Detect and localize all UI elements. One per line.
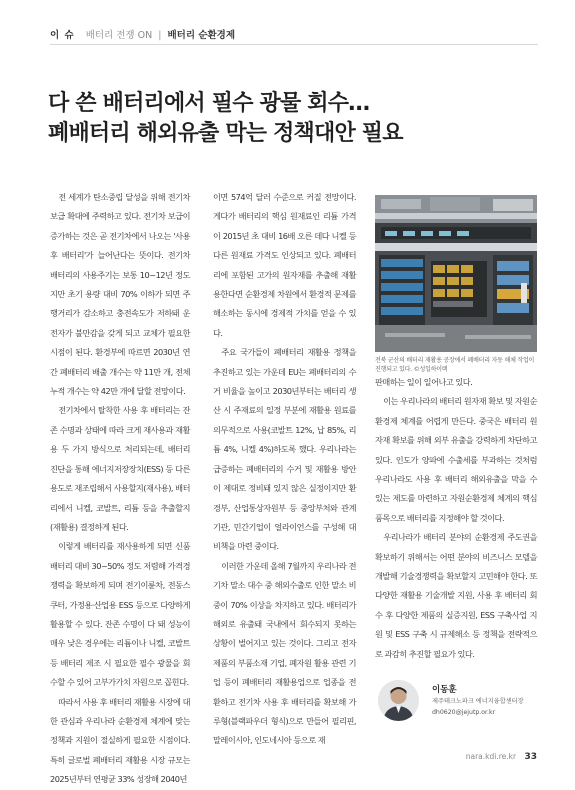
paragraph: 우리나라가 배터리 분야의 순환경제 주도권을 확보하기 위해서는 어떤 분야의 비즈니스 모델을 개발해 기술경쟁력을 확보할지 고민해야 한다. 또 다양한 재활용 기술개발 지원, 사용 후 배터리 회수 후 다양한 제품의 실증지원, ESS 구축사업 지원 및 ESS 구축 시 규제해소 등 정책을 전략적으로 과감히 추진할 필요가 있다. — [375, 532, 537, 659]
header-separator: | — [158, 30, 162, 41]
factory-photo — [375, 195, 537, 352]
column-2 — [213, 188, 356, 751]
author-avatar — [378, 680, 419, 721]
author-name: 이동훈 — [432, 685, 457, 695]
page-footer — [466, 752, 537, 762]
title-line-2: 폐배터리 해외유출 막는 정책대안 필요 — [48, 121, 403, 146]
column-1 — [50, 188, 190, 790]
category-label: 배터리 전쟁 ON — [85, 30, 153, 41]
paragraph: 이렇게 배터리를 재사용하게 되면 신품 배터리 대비 30~50% 정도 저렴해 가격경쟁력을 확보하게 되며 전기이륜차, 전동스쿠터, 가정용·산업용 ESS 등으로 다양하게 활용할 수 있다. 잔존 수명이 다 돼 성능이 매우 낮은 경우에는 리튬이나 니켈, 코발트 등 배터리 제조 시 필요한 필수 광물을 회수할 수 있어 고부가가치 자원으로 꼽힌다. — [50, 541, 190, 688]
page-number: 33 — [524, 752, 537, 762]
paragraph: 이는 우리나라의 배터리 원자재 확보 및 자원순환경제 체계를 어렵게 만든다. 중국은 배터리 원자재 확보를 위해 외부 유출을 강력하게 차단하고 있다. 인도가 양파에 수출세를 부과하는 것처럼 우리나라도 사용 후 배터리 해외유출을 막을 수 있는 제도를 마련하고 자원순환경제 체계의 핵심품목으로 배터리를 지정해야 할 것이다. — [375, 396, 537, 523]
column-3 — [375, 373, 537, 664]
author-affiliation: 제주테크노파크 에너지융합센터장 — [432, 698, 524, 705]
battery-recycling-photo-illustration — [375, 195, 537, 352]
paragraph: 이면 574억 달러 수준으로 커질 전망이다. 게다가 배터리의 핵심 원재료인 리튬 가격이 2015년 초 대비 16배 오른 데다 니켈 등 다른 원재료 가격도 인상되고 있다. 폐배터리에 포함된 고가의 원자재를 추출해 재활용한다면 순환경제 차원에서 환경적 문제를 해소하는 동시에 경제적 가치를 얻을 수 있다. — [213, 192, 356, 338]
paragraph: 전 세계가 탄소중립 달성을 위해 전기차 보급 확대에 주력하고 있다. 전기차 보급이 증가하는 것은 곧 전기차에서 나오는 '사용 후 배터리'가 늘어난다는 뜻이다. 전기차 배터리의 사용주기는 보통 10~12년 정도지만 초기 용량 대비 70% 이하가 되면 주행거리가 감소하고 충전속도가 저하돼 운전자가 불만감을 갖게 되고 교체가 필요한 시점이 된다. 환경부에 따르면 2030년 연간 폐배터리 배출 개수는 약 11만 개, 전체 누적 개수는 약 42만 개에 달할 전망이다. — [50, 192, 190, 397]
title-line-1: 다 쓴 배터리에서 필수 광물 회수… — [48, 91, 370, 116]
paragraph: 이러한 가운데 올해 7월까지 우리나라 전기차 말소 대수 중 해외수출로 인한 말소 비중이 70% 이상을 차지하고 있다. 배터리가 해외로 유출돼 국내에서 회수되지 못하는 상황이 벌어지고 있는 것이다. 그리고 전자제품의 부품소재 기업, 폐자원 활용 관련 기업 등이 폐배터리 재활용업으로 업종을 전환하고 전기차 사용 후 배터리를 확보해 가루형(블랙파우더 형식)으로 만들어 필리핀, 말레이시아, 인도네시아 등으로 재 — [213, 560, 356, 746]
article-title — [48, 89, 403, 149]
paragraph: 판매하는 일이 일어나고 있다. — [375, 377, 473, 387]
photo-caption: 전북 군산의 배터리 재활용 공장에서 폐배터리 자동 해체 작업이 진행되고 있다. ©성일하이텍 — [375, 357, 535, 373]
paragraph: 전기차에서 탈착한 사용 후 배터리는 잔존 수명과 상태에 따라 크게 재사용과 재활용 두 가지 방식으로 처리되는데, 배터리 진단을 통해 에너지저장장치(ESS) 등 다른 용도로 재조립해서 사용할지(재사용), 배터리에서 니켈, 코발트, 리튬 등을 추출할지(재활용) 결정하게 된다. — [50, 405, 190, 532]
author-info — [432, 685, 524, 718]
header-divider — [50, 44, 538, 45]
paragraph: 따라서 사용 후 배터리 재활용 시장에 대한 관심과 우리나라 순환경제 체계에 맞는 정책과 지원이 절실하게 필요한 시점이다. 특히 글로벌 폐배터리 재활용 시장 규모는 2025년부터 연평균 33% 성장해 2040년 — [50, 696, 190, 785]
section-header — [50, 27, 235, 41]
footer-site[interactable]: nara.kdi.re.kr — [465, 752, 517, 761]
person-icon — [378, 680, 419, 721]
subtitle-label: 배터리 순환경제 — [167, 30, 236, 41]
author-email[interactable]: dh0620@jejutp.or.kr — [432, 709, 496, 716]
section-label: 이 슈 — [50, 30, 75, 41]
paragraph: 주요 국가들이 폐배터리 재활용 정책을 추진하고 있는 가운데 EU는 폐배터리의 수거 비율을 높이고 2030년부터는 배터리 생산 시 주재료의 일정 부분에 재활용 원료를 의무적으로 사용(코발트 12%, 납 85%, 리튬 4%, 니켈 4%)하도록 했다. 우리나라는 급증하는 폐배터리의 수거 및 재활용 방안이 제대로 정비돼 있지 않은 실정이지만 환경부, 산업통상자원부 등 중앙부처와 관계기관, 민간기업이 얼라이언스를 구성해 대비책을 마련 중이다. — [213, 347, 356, 552]
